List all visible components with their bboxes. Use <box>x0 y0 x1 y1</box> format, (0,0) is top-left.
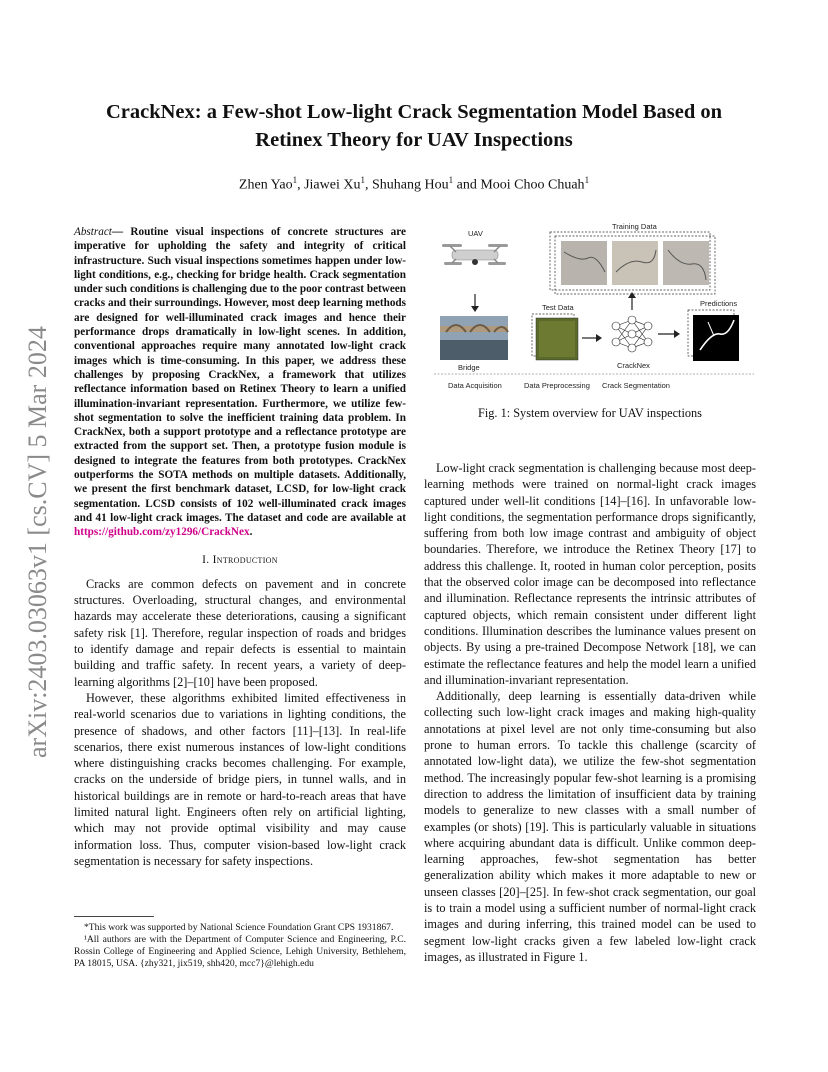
abstract-text: — Routine visual inspections of concrete structures are imperative for upholding the safety and integrity of critical infrastructure. Such visual inspections sometimes happen under low-light conditions, e.g., checking for bridge health. Crack segmentation under such conditions is challenging due to the poor contrast between cracks and their surroundings. However, most deep learning methods are designed for well-illuminated crack images and hence their performance drops dramatically in low-light scenes. In addition, conventional approaches require many annotated low-light crack images which is time-consuming. In this paper, we address these challenges by proposing CrackNex, a framework that utilizes reflectance information based on Retinex Theory to learn a unified illumination-invariant representation. Furthermore, we utilize few-shot segmentation to solve the inefficient training data problem. In CrackNex, both a support prototype and a reflectance prototype are extracted from the support set. Then, a prototype fusion module is designed to integrate the features from both prototypes. CrackNex outperforms the SOTA methods on multiple datasets. Additionally, we present the first benchmark dataset, LCSD, for low-light crack segmentation. LCSD consists of 102 well-illuminated crack images and 41 low-light crack images. The dataset and code are available at <box>74 226 406 524</box>
stage-label: Crack Segmentation <box>602 381 670 390</box>
author-affiliation: 1 <box>292 175 298 185</box>
left-column <box>74 225 406 869</box>
footnotes <box>74 922 406 970</box>
section-heading: I. Introduction <box>202 553 278 566</box>
stage-label: Data Preprocessing <box>524 381 590 390</box>
arrow-right-icon <box>582 334 602 342</box>
abstract-lead: Abstract <box>74 226 112 238</box>
author-name: Mooi Choo Chuah <box>480 177 585 193</box>
training-data-stack <box>550 232 715 294</box>
system-overview-figure <box>430 222 758 392</box>
abstract <box>74 225 406 540</box>
test-data-stack <box>532 314 578 360</box>
paragraph: Low-light crack segmentation is challenging because most deep-learning methods were trained on normal-light crack images captured under well-lit conditions [14]–[16]. In unfavorable low-light conditions, the segmentation performance drops significantly, suffering from both low image contrast and ambiguity of object boundaries. Therefore, we introduce the Retinex Theory [17] to address this challenge. It, rooted in human color perception, posits that the observed color image can be decomposed into reflectance and illumination. Reflectance represents the intrinsic attributes of captured objects, which remain consistent under different light conditions. Illumination describes the luminance values present on objects. By using a pre-trained Decompose Network [18], we can estimate the reflectance features and help the model learn a unified and illumination-invariant representation. <box>424 461 756 687</box>
footnote: ¹All authors are with the Department of Computer Science and Engineering, P.C. Rossin College of Engineering and Applied Science, Lehigh University, Bethlehem, PA 18015, USA. {zhy321, jix519, shh420, mcc7}@lehigh.edu <box>74 934 406 969</box>
footnote-rule <box>74 916 154 917</box>
arrow-right-icon <box>658 330 680 338</box>
author-affiliation: 1 <box>360 175 365 185</box>
test-data-label: Test Data <box>542 303 574 312</box>
abstract-end: . <box>249 526 253 539</box>
prediction-stack <box>688 310 739 361</box>
cracknex-label: CrackNex <box>617 361 650 370</box>
uav-label: UAV <box>468 229 483 238</box>
author-name: Jiawei Xu <box>304 177 361 193</box>
author-name: Zhen Yao <box>238 177 293 193</box>
arxiv-stamp-text: arXiv:2403.03063v1 [cs.CV] 5 Mar 2024 <box>23 326 52 758</box>
author-affiliation: 1 <box>448 175 454 185</box>
arrow-up-icon <box>628 292 636 310</box>
arrow-down-icon <box>471 294 479 312</box>
paragraph: Cracks are common defects on pavement and in concrete structures. Overloading, structural changes, and environmental hazards may accelerate these deteriorations, causing a significant safety risk [1]. Therefore, regular inspection of roads and bridges to identify damage and repair defects is essential to maintain building and traffic safety. In recent years, a variety of deep-learning algorithms [2]–[10] have been proposed. <box>74 576 406 689</box>
author-line: Zhen Yao$^1$, Jiawei Xu$^1$, Shuhang Hou$^1$ and Mooi Choo Chuah$^1$ <box>238 175 590 193</box>
bridge-image <box>440 316 508 360</box>
figure-caption: Fig. 1: System overview for UAV inspections <box>478 406 702 420</box>
predictions-label: Predictions <box>700 299 738 308</box>
training-data-label: Training Data <box>612 222 657 231</box>
author-name: Shuhang Hou <box>371 177 449 193</box>
paragraph: Additionally, deep learning is essentially data-driven while collecting such low-light crack images and making high-quality annotations at pixel level are not only time-consuming but also prone to human errors. To tackle this challenge (scarcity of annotated low-light data), we utilize the few-shot segmentation method. The increasingly popular few-shot learning is a promising direction to address the limitation of insufficient data by training models to generalize to new classes with a small number of examples (or shots) [19]. This is particularly valuable in situations where acquiring abundant data is difficult. Unlike common deep-learning approaches, few-shot segmentation has better generalization ability which makes it more adaptable to new or unseen classes [20]–[25]. In few-shot crack segmentation, our goal is to train a model using a sufficient number of normal-light crack images and during inferring, this trained model can be used to segment low-light cracks given a few labeled low-light crack images, as illustrated in Figure 1. <box>424 689 756 964</box>
author-affiliation: 1 <box>584 175 590 185</box>
paragraph: However, these algorithms exhibited limited effectiveness in real-world scenarios due to variations in lighting conditions, the presence of shadows, and other factors [11]–[13]. In real-life scenarios, there exist numerous instances of low-light conditions where distinguishing cracks becomes challenging. For example, cracks on the underside of bridge piers, in tunnel walls, and in historical buildings are in remote or hard-to-reach areas that have limited natural light. Engineers often rely on artificial lighting, which may not provide optimal visibility and may cause information loss. Thus, computer vision-based low-light crack segmentation is necessary for safety inspections. <box>74 690 406 868</box>
bridge-label: Bridge <box>458 363 480 372</box>
paper-title: CrackNex: a Few-shot Low-light Crack Segmentation Model Based on Retinex Theory for UAV Inspections <box>105 101 723 151</box>
drone-icon <box>442 244 508 265</box>
stage-label: Data Acquisition <box>448 381 502 390</box>
network-icon <box>612 316 652 352</box>
footnote: *This work was supported by National Science Foundation Grant CPS 1931867. <box>84 922 394 933</box>
code-link[interactable]: https://github.com/zy1296/CrackNex <box>74 526 250 539</box>
arxiv-stamp <box>10 290 60 760</box>
right-column <box>424 460 756 965</box>
